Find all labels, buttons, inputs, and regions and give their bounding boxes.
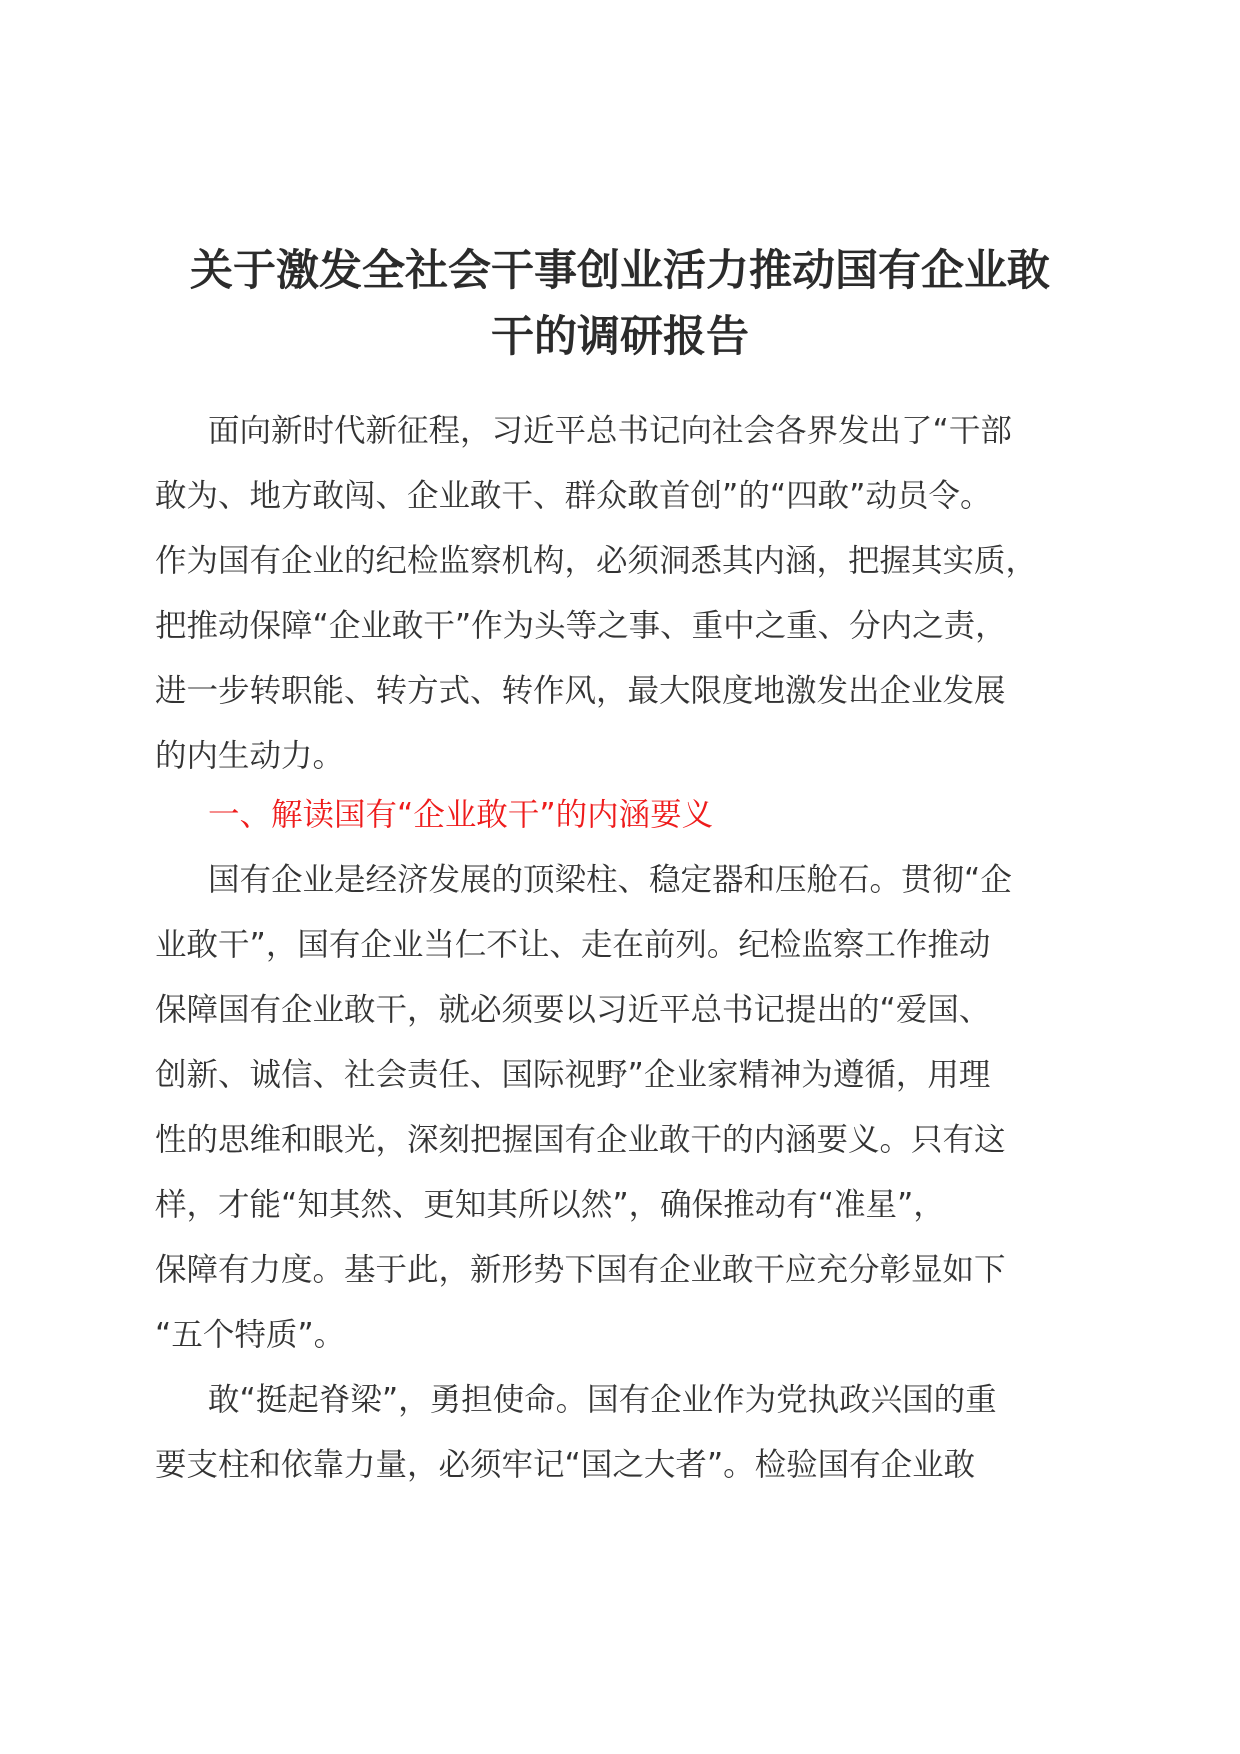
section-heading-text: 一、解读国有“企业敢干”的内涵要义 bbox=[208, 797, 714, 833]
paragraph-line: 保障国有企业敢干，就必须要以习近平总书记提出的“爱国、 bbox=[155, 992, 991, 1028]
paragraph-line: 作为国有企业的纪检监察机构，必须洞悉其内涵，把握其实质， bbox=[155, 543, 1038, 579]
paragraph-line: 的内生动力。 bbox=[155, 738, 345, 774]
paragraph-line: 敢“挺起脊梁”，勇担使命。国有企业作为党执政兴国的重 bbox=[208, 1382, 997, 1418]
paragraph-section1 bbox=[155, 848, 1085, 1368]
paragraph-trait-1 bbox=[155, 1368, 1085, 1498]
paragraph-line: 性的思维和眼光，深刻把握国有企业敢干的内涵要义。只有这 bbox=[155, 1122, 1006, 1158]
paragraph-line: 国有企业是经济发展的顶梁柱、稳定器和压舱石。贯彻“企 bbox=[208, 862, 1012, 898]
paragraph-line: 面向新时代新征程，习近平总书记向社会各界发出了“干部 bbox=[208, 413, 1012, 449]
paragraph-line: “五个特质”。 bbox=[155, 1317, 346, 1353]
paragraph-line: 保障有力度。基于此，新形势下国有企业敢干应充分彰显如下 bbox=[155, 1252, 1006, 1288]
paragraph-line: 把推动保障“企业敢干”作为头等之事、重中之重、分内之责， bbox=[155, 608, 1007, 644]
paragraph-line: 要支柱和依靠力量，必须牢记“国之大者”。检验国有企业敢 bbox=[155, 1447, 976, 1483]
title-line: 关于激发全社会干事创业活力推动国有企业敢 bbox=[190, 246, 1050, 296]
paragraph-line: 创新、诚信、社会责任、国际视野”企业家精神为遵循，用理 bbox=[155, 1057, 991, 1093]
section-heading-1 bbox=[155, 783, 1085, 848]
paragraph-line: 敢为、地方敢闯、企业敢干、群众敢首创”的“四敢”动员令。 bbox=[155, 478, 992, 514]
paragraph-line: 进一步转职能、转方式、转作风，最大限度地激发出企业发展 bbox=[155, 673, 1006, 709]
paragraph-line: 业敢干”，国有企业当仁不让、走在前列。纪检监察工作推动 bbox=[155, 927, 991, 963]
document-title bbox=[150, 238, 1090, 370]
paragraph-intro bbox=[155, 399, 1085, 789]
title-line: 干的调研报告 bbox=[491, 312, 749, 362]
paragraph-line: 样，才能“知其然、更知其所以然”，确保推动有“准星”， bbox=[155, 1187, 945, 1223]
